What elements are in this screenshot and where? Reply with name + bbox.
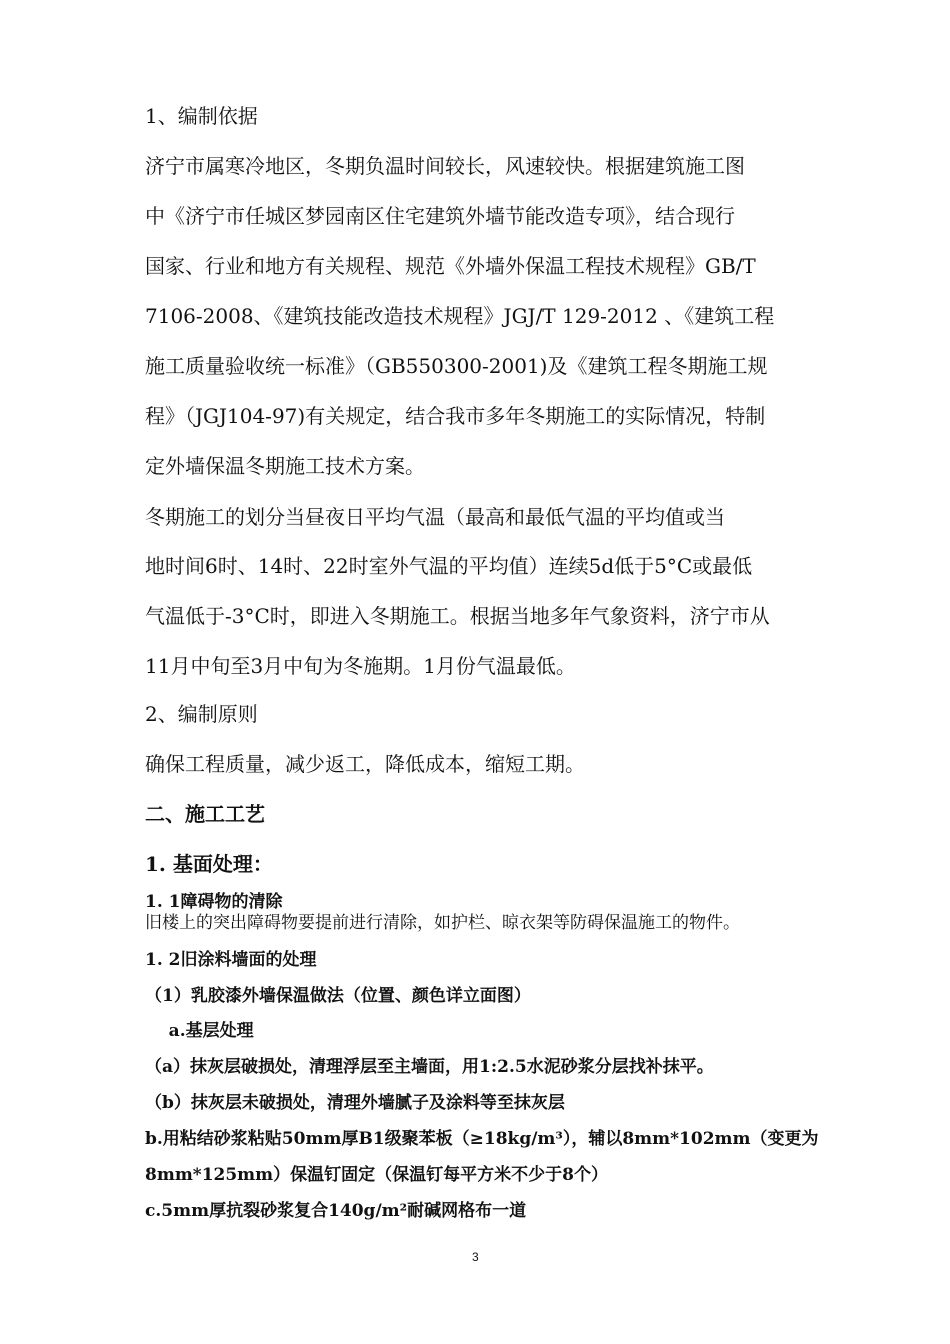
paragraph-line: 气温低于-3°C时，即进入冬期施工。根据当地多年气象资料，济宁市从 bbox=[145, 604, 770, 628]
paragraph-line: 国家、行业和地方有关规程、规范《外墙外保温工程技术规程》GB/T bbox=[145, 254, 756, 278]
paragraph-line: 冬期施工的划分当昼夜日平均气温（最高和最低气温的平均值或当 bbox=[145, 505, 725, 529]
heading-basis: 1、编制依据 bbox=[145, 104, 258, 128]
item-a: （a）抹灰层破损处，清理浮层至主墙面，用1:2.5水泥砂浆分层找补抹平。 bbox=[145, 1057, 714, 1077]
paragraph-line: 中《济宁市任城区梦园南区住宅建筑外墙节能改造专项》，结合现行 bbox=[145, 204, 735, 228]
paragraph-line: 济宁市属寒冷地区，冬期负温时间较长，风速较快。根据建筑施工图 bbox=[145, 154, 745, 178]
paragraph-line: 地时间6时、14时、22时室外气温的平均值）连续5d低于5°C或最低 bbox=[145, 554, 753, 578]
paragraph-line: 旧楼上的突出障碍物要提前进行清除，如护栏、晾衣架等防碍保温施工的物件。 bbox=[145, 913, 740, 933]
paragraph-line: 施工质量验收统一标准》（GB550300-2001)及《建筑工程冬期施工规 bbox=[145, 354, 768, 378]
paragraph-line: 程》（JGJ104-97)有关规定，结合我市多年冬期施工的实际情况，特制 bbox=[145, 404, 766, 428]
section-heading-process: 二、施工工艺 bbox=[145, 802, 265, 826]
item-b: （b）抹灰层未破损处，清理外墙腻子及涂料等至抹灰层 bbox=[145, 1093, 565, 1113]
paragraph-line: 8mm*125mm）保温钉固定（保温钉每平方米不少于8个） bbox=[145, 1165, 608, 1185]
paragraph-line: 确保工程质量，减少返工，降低成本，缩短工期。 bbox=[145, 752, 585, 776]
paragraph-line: 11月中旬至3月中旬为冬施期。1月份气温最低。 bbox=[145, 654, 576, 678]
subheading-obstacle-removal: 1. 1障碍物的清除 bbox=[145, 892, 283, 912]
subheading-base-treatment: 1. 基面处理： bbox=[145, 852, 273, 876]
paragraph-line: 7106-2008、《建筑技能改造技术规程》JGJ/T 129-2012 、《建筑工程 bbox=[145, 304, 775, 328]
item-base-layer: a.基层处理 bbox=[145, 1021, 254, 1041]
paragraph-line: 定外墙保温冬期施工技术方案。 bbox=[145, 454, 425, 478]
item-c-mesh: c.5mm厚抗裂砂浆复合140g/m²耐碱网格布一道 bbox=[145, 1201, 527, 1221]
item-latex-paint-method: （1）乳胶漆外墙保温做法（位置、颜色详立面图） bbox=[145, 986, 531, 1006]
subheading-old-paint-wall: 1. 2旧涂料墙面的处理 bbox=[145, 950, 317, 970]
heading-principle: 2、编制原则 bbox=[145, 702, 258, 726]
page-number: 3 bbox=[472, 1250, 479, 1264]
item-b-board: b.用粘结砂浆粘贴50mm厚B1级聚苯板（≥18kg/m³），辅以8mm*102mm（变更为 bbox=[145, 1129, 819, 1149]
